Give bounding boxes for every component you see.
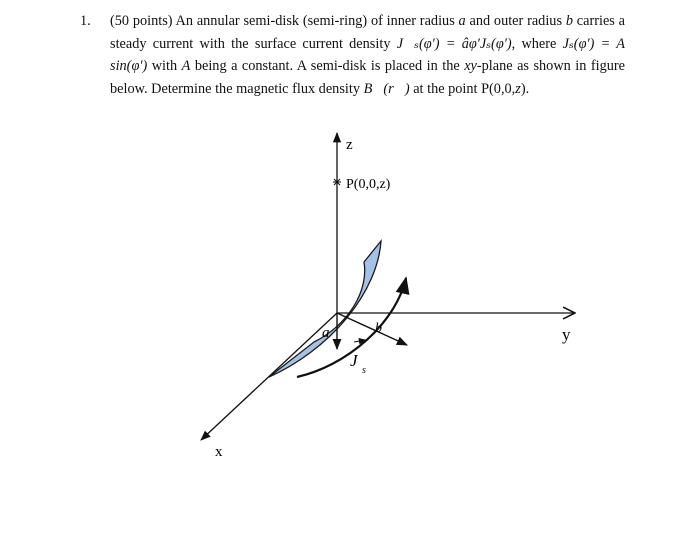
semi-ring xyxy=(269,241,381,377)
x-axis-label: x xyxy=(215,444,223,460)
var-outer-radius: b xyxy=(565,13,573,29)
var-inner-radius: a xyxy=(458,13,466,29)
outer-radius-arrow xyxy=(337,313,407,345)
problem-text: and outer radius xyxy=(465,13,566,29)
z-axis-label: z xyxy=(346,137,353,153)
problem-text: carries a steady current with the surface current density xyxy=(110,13,625,52)
current-label: J xyxy=(350,351,358,370)
problem-text: ). xyxy=(520,80,530,97)
problem-text: An annular semi-disk (semi-ring) of inner radius xyxy=(172,13,459,29)
y-axis-label: y xyxy=(562,325,571,344)
point-p-label: P(0,0,z) xyxy=(346,177,391,192)
var-constant-a: A xyxy=(181,58,191,74)
equation-js: Jₛ(φ′) = A sin(φ′) xyxy=(110,35,625,74)
inner-radius-label: a xyxy=(322,325,330,341)
current-subscript: s xyxy=(362,365,366,376)
problem-text: being a constant. A semi-disk is placed in the xyxy=(190,58,465,74)
problem-text: -plane as shown in figure below. Determine the magnetic flux density xyxy=(110,58,625,97)
problem-text: at the point P(0,0, xyxy=(409,80,516,97)
equation-current-density: J⃗ₛ(φ′) = âφ′Jₛ(φ′) xyxy=(396,35,512,52)
equation-b-field: B⃗(r⃗) xyxy=(363,80,410,97)
point-p-marker xyxy=(333,178,341,186)
var-z: z xyxy=(515,80,521,97)
problem-points: (50 points) xyxy=(110,13,173,29)
problem-text: , where xyxy=(511,35,563,52)
outer-radius-label: b xyxy=(375,321,382,336)
plane-name: xy xyxy=(464,58,477,74)
problem-number: 1. xyxy=(80,13,91,29)
x-axis xyxy=(201,313,337,440)
problem-text: with xyxy=(147,58,182,74)
